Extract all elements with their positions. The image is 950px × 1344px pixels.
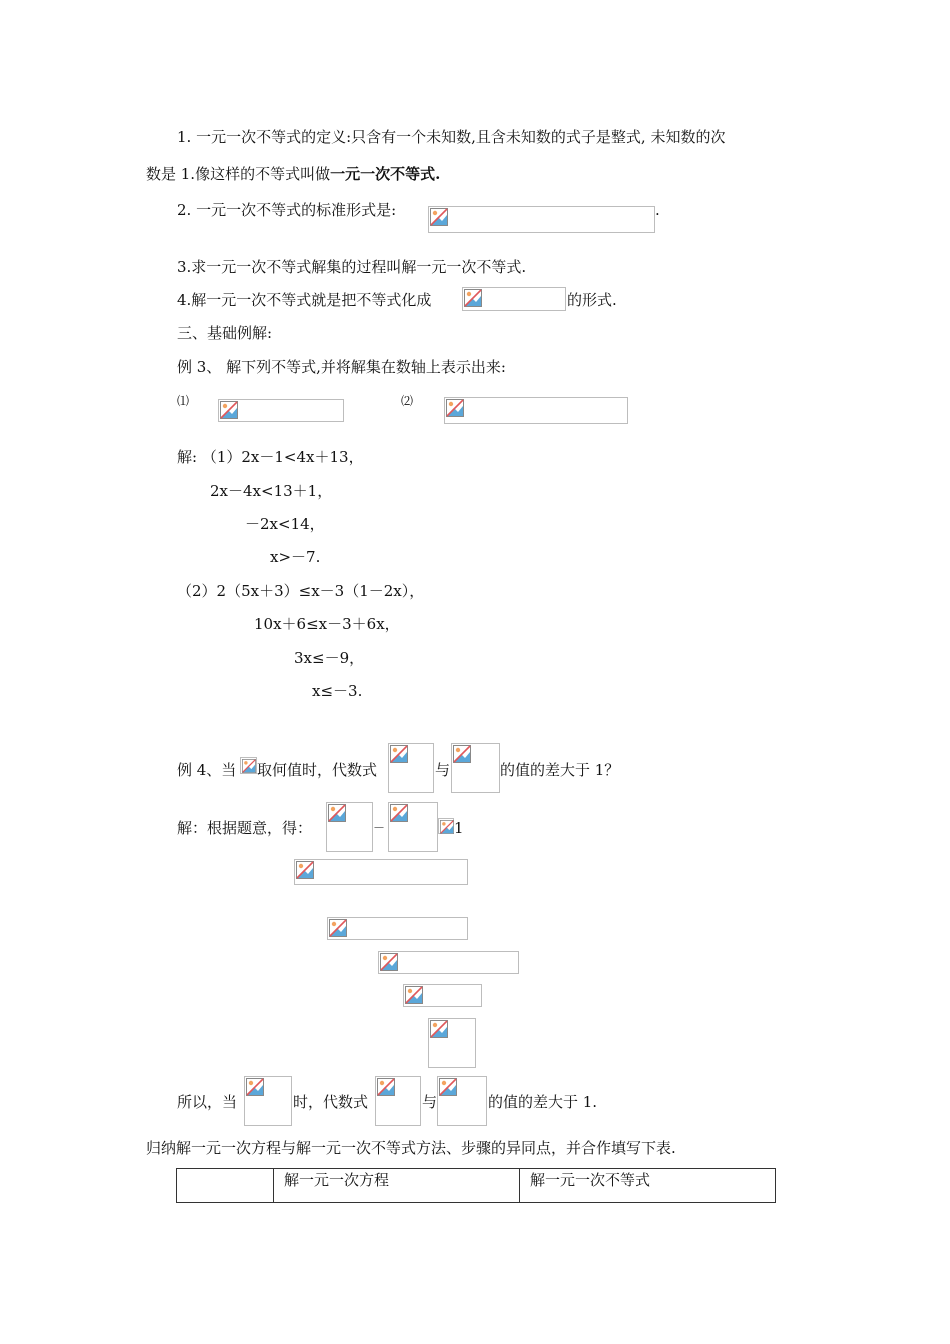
- solution-step: 2x－4x<13＋1，: [210, 482, 333, 500]
- definition-line-1: 1. 一元一次不等式的定义:只含有一个未知数,且含未知数的式子是整式, 未知数的次: [177, 128, 726, 146]
- example-3-label-2: ⑵: [401, 394, 414, 408]
- section-heading: 三、基础例解:: [177, 324, 273, 342]
- standard-form-end: .: [655, 201, 660, 219]
- solution-step: 10x＋6≤x－3＋6x，: [254, 615, 400, 633]
- standard-form-line: 2. 一元一次不等式的标准形式是:: [177, 201, 397, 219]
- comparison-table: [176, 1168, 776, 1203]
- formula-image: [388, 743, 434, 793]
- formula-image: [375, 1076, 421, 1126]
- minus-sign: －: [373, 821, 386, 835]
- definition-line-2: [146, 163, 440, 185]
- formula-image: [438, 818, 454, 834]
- solution-step: －2x<14，: [245, 515, 325, 533]
- table-header-cell: 解一元一次不等式: [520, 1169, 776, 1203]
- goal-form-line-post: 的形式.: [567, 291, 617, 309]
- example-4-prompt-mid: 取何值时，代数式: [257, 761, 378, 779]
- example-3-prompt: 例 3、 解下列不等式,并将解集在数轴上表示出来:: [177, 358, 506, 376]
- inequality-rhs: 1: [454, 819, 464, 837]
- definition-line-2-text: 数是 1.像这样的不等式叫做: [146, 165, 331, 183]
- formula-image: [437, 1076, 487, 1126]
- formula-image: [326, 802, 373, 852]
- formula-image: [462, 287, 566, 311]
- solve-definition-line: 3.求一元一次不等式解集的过程叫解一元一次不等式.: [177, 258, 527, 276]
- conclusion-post: 的值的差大于 1.: [488, 1093, 598, 1111]
- formula-image: [240, 757, 257, 774]
- table-header-cell: [177, 1169, 274, 1203]
- example-4-prompt-and: 与: [435, 761, 451, 779]
- solution-step: 3x≤－9，: [294, 649, 365, 667]
- formula-image: [327, 917, 468, 940]
- conclusion-mid: 时，代数式: [293, 1093, 369, 1111]
- formula-image: [378, 951, 519, 974]
- solution-step: x>－7.: [270, 548, 321, 566]
- solution-step: （2）2（5x＋3）≤x－3（1－2x），: [177, 582, 425, 600]
- solution-step: x≤－3.: [312, 682, 363, 700]
- conclusion-pre: 所以，当: [177, 1093, 238, 1111]
- formula-image: [428, 206, 655, 233]
- formula-image: [403, 984, 482, 1007]
- table-header-cell: 解一元一次方程: [274, 1169, 520, 1203]
- formula-image: [444, 397, 628, 424]
- example-3-label-1: ⑴: [177, 394, 190, 408]
- term-highlight: 一元一次不等式.: [330, 165, 441, 183]
- example-4-prompt-post: 的值的差大于 1？: [500, 761, 620, 779]
- formula-image: [218, 399, 344, 422]
- formula-image: [428, 1018, 476, 1068]
- conclusion-and: 与: [422, 1093, 438, 1111]
- formula-image: [244, 1076, 292, 1126]
- formula-image: [294, 859, 468, 885]
- example-4-prompt-pre: 例 4、当: [177, 761, 237, 779]
- solution-step: 解: （1）2x－1<4x＋13，: [177, 448, 364, 466]
- summary-instruction: 归纳解一元一次方程与解一元一次不等式方法、步骤的异同点，并合作填写下表.: [146, 1139, 676, 1157]
- formula-image: [451, 743, 500, 793]
- example-4-solution-pre: 解：根据题意，得：: [177, 819, 313, 837]
- table-row: [177, 1169, 776, 1203]
- goal-form-line-pre: 4.解一元一次不等式就是把不等式化成: [177, 291, 432, 309]
- formula-image: [388, 802, 438, 852]
